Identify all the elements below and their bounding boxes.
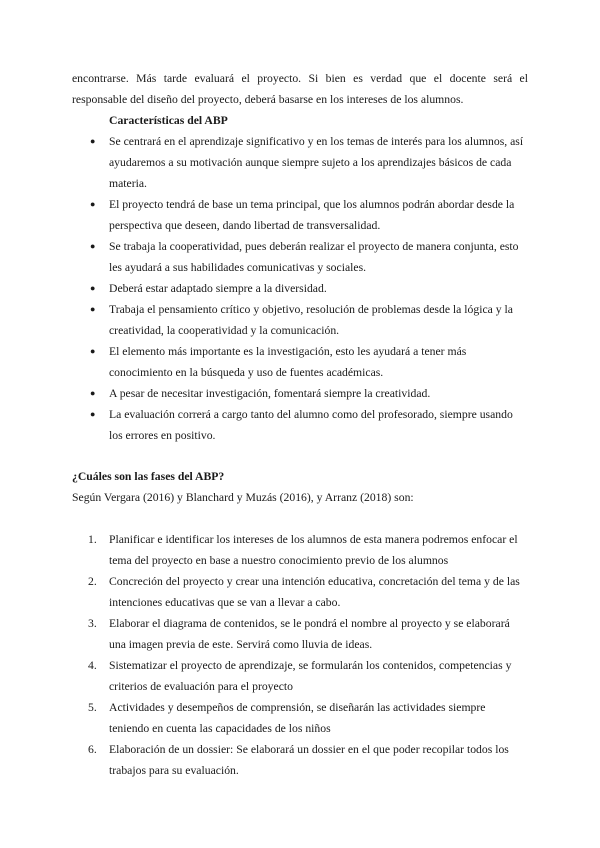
list-item-text: Concreción del proyecto y crear una intención educativa, concretación del tema y de las intenciones educativas que se van a llevar a cabo. — [109, 575, 520, 609]
characteristics-heading: Características del ABP — [109, 114, 228, 127]
bullet-icon: ● — [90, 304, 96, 314]
list-item-text: Elaborar el diagrama de contenidos, se le pondrá el nombre al proyecto y se elaborará una imagen previa de este. Servirá como lluvia de ideas. — [109, 617, 510, 651]
list-item-text: A pesar de necesitar investigación, fomentará siempre la creatividad. — [109, 387, 431, 400]
list-item — [72, 404, 528, 446]
list-item-text: Se trabaja la cooperatividad, pues deberán realizar el proyecto de manera conjunta, esto les ayudará a sus habilidades comunicativas y sociales. — [109, 240, 519, 274]
list-item — [72, 194, 528, 236]
bullet-icon: ● — [90, 409, 96, 419]
list-item-text: Elaboración de un dossier: Se elaborará un dossier en el que poder recopilar todos los trabajos para su evaluación. — [109, 743, 509, 777]
list-number: 2. — [88, 575, 97, 588]
list-item-text: Planificar e identificar los intereses de los alumnos de esta manera podremos enfocar el tema del proyecto en base a nuestro conocimiento previo de los alumnos — [109, 533, 518, 567]
intro-line-1: encontrarse. Más tarde evaluará el proyecto. Si bien es verdad que el docente será el — [72, 72, 528, 85]
list-item-text: Se centrará en el aprendizaje significativo y en los temas de interés para los alumnos, así ayudaremos a su motivación aunque siempre sujeto a los aprendizajes básicos de cada materia. — [109, 135, 524, 190]
intro-line-2: responsable del diseño del proyecto, deberá basarse en los intereses de los alumnos. — [72, 93, 464, 106]
list-item — [72, 236, 528, 278]
list-item — [72, 739, 528, 781]
phases-source: Según Vergara (2016) y Blanchard y Muzás (2016), y Arranz (2018) son: — [72, 491, 414, 504]
list-item — [72, 655, 528, 697]
list-item-text: El elemento más importante es la investigación, esto les ayudará a tener más conocimiento en la búsqueda y uso de fuentes académicas. — [109, 345, 467, 379]
list-item — [72, 278, 528, 299]
list-number: 5. — [88, 701, 97, 714]
list-item — [72, 299, 528, 341]
list-number: 1. — [88, 533, 97, 546]
list-item — [72, 697, 528, 739]
bullet-icon: ● — [90, 283, 96, 293]
bullet-icon: ● — [90, 136, 96, 146]
list-item-text: El proyecto tendrá de base un tema principal, que los alumnos podrán abordar desde la perspectiva que deseen, dando libertad de transversalidad. — [109, 198, 515, 232]
list-item-text: Actividades y desempeños de comprensión, se diseñarán las actividades siempre teniendo en cuenta las capacidades de los niños — [109, 701, 486, 735]
list-item — [72, 383, 528, 404]
bullet-icon: ● — [90, 388, 96, 398]
list-item — [72, 529, 528, 571]
phases-list — [72, 529, 528, 781]
phases-heading: ¿Cuáles son las fases del ABP? — [72, 470, 225, 483]
bullet-icon: ● — [90, 199, 96, 209]
list-item-text: Trabaja el pensamiento crítico y objetivo, resolución de problemas desde la lógica y la creatividad, la cooperatividad y la comunicación. — [109, 303, 513, 337]
bullet-icon: ● — [90, 346, 96, 356]
list-item — [72, 571, 528, 613]
list-item — [72, 613, 528, 655]
list-number: 6. — [88, 743, 97, 756]
list-number: 4. — [88, 659, 97, 672]
characteristics-list — [72, 131, 528, 446]
list-item-text: Sistematizar el proyecto de aprendizaje, se formularán los contenidos, competencias y criterios de evaluación para el proyecto — [109, 659, 512, 693]
list-item — [72, 341, 528, 383]
list-item-text: Deberá estar adaptado siempre a la diversidad. — [109, 282, 327, 295]
list-item — [72, 131, 528, 194]
list-item-text: La evaluación correrá a cargo tanto del alumno como del profesorado, siempre usando los errores en positivo. — [109, 408, 513, 442]
list-number: 3. — [88, 617, 97, 630]
bullet-icon: ● — [90, 241, 96, 251]
